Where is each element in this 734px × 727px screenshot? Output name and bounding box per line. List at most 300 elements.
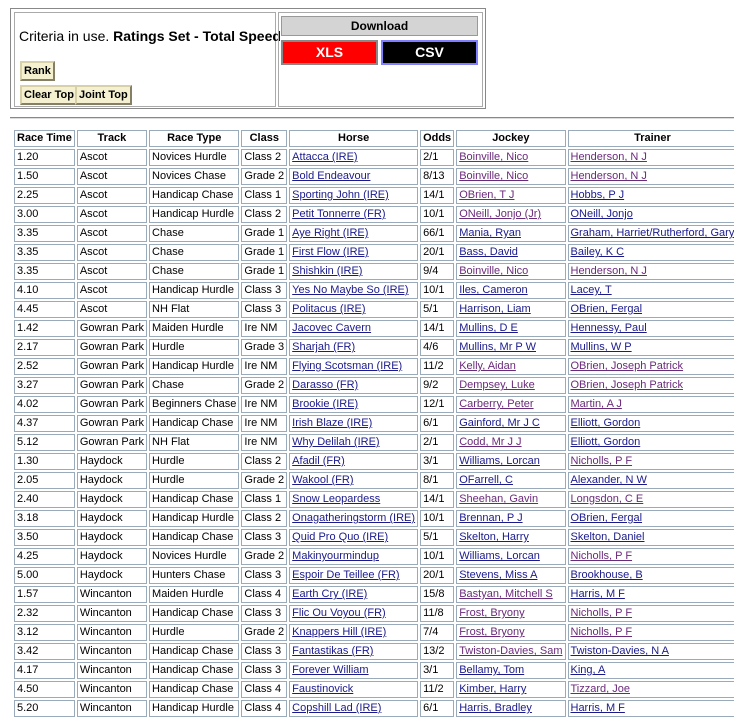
jockey-link[interactable]: Boinville, Nico bbox=[459, 151, 529, 163]
cell-race-type: Handicap Chase bbox=[149, 529, 239, 546]
cell-odds: 5/1 bbox=[420, 529, 454, 546]
column-header-class: Class bbox=[241, 130, 287, 147]
cell-race-time: 1.50 bbox=[14, 168, 75, 185]
trainer-link[interactable]: Mullins, W P bbox=[570, 341, 632, 353]
section-divider bbox=[10, 117, 734, 119]
cell-class: Grade 2 bbox=[241, 548, 287, 565]
trainer-link[interactable]: OBrien, Joseph Patrick bbox=[570, 360, 683, 372]
cell-jockey bbox=[456, 225, 565, 242]
table-row bbox=[14, 586, 734, 603]
cell-track: Gowran Park bbox=[77, 415, 147, 432]
cell-trainer bbox=[568, 396, 734, 413]
cell-race-type: NH Flat bbox=[149, 301, 239, 318]
cell-track: Ascot bbox=[77, 225, 147, 242]
cell-class: Grade 2 bbox=[241, 168, 287, 185]
jockey-link[interactable]: Mullins, D E bbox=[459, 322, 518, 334]
jockey-link[interactable]: Skelton, Harry bbox=[459, 531, 529, 543]
cell-class: Class 2 bbox=[241, 149, 287, 166]
cell-class: Class 3 bbox=[241, 301, 287, 318]
cell-track: Haydock bbox=[77, 529, 147, 546]
cell-trainer bbox=[568, 605, 734, 622]
jockey-link[interactable]: Codd, Mr J J bbox=[459, 436, 522, 448]
table-header-row bbox=[14, 130, 734, 147]
trainer-link[interactable]: Alexander, N W bbox=[570, 474, 647, 486]
cell-class: Class 1 bbox=[241, 491, 287, 508]
trainer-link[interactable]: OBrien, Fergal bbox=[570, 303, 643, 315]
cell-race-type: NH Flat bbox=[149, 434, 239, 451]
cell-odds: 20/1 bbox=[420, 567, 454, 584]
jockey-link[interactable]: Carberry, Peter bbox=[459, 398, 534, 410]
horse-link[interactable]: Copshill Lad (IRE) bbox=[292, 702, 382, 714]
cell-odds: 66/1 bbox=[420, 225, 454, 242]
cell-jockey bbox=[456, 472, 565, 489]
table-row bbox=[14, 244, 734, 261]
trainer-link[interactable]: OBrien, Fergal bbox=[570, 512, 643, 524]
jockey-link[interactable]: Kimber, Harry bbox=[459, 683, 527, 695]
column-header-race-time: Race Time bbox=[14, 130, 75, 147]
cell-trainer bbox=[568, 472, 734, 489]
cell-class: Class 2 bbox=[241, 453, 287, 470]
cell-jockey bbox=[456, 301, 565, 318]
cell-class: Ire NM bbox=[241, 396, 287, 413]
horse-link[interactable]: Aye Right (IRE) bbox=[292, 227, 369, 239]
cell-horse bbox=[289, 282, 418, 299]
cell-class: Ire NM bbox=[241, 358, 287, 375]
jockey-link[interactable]: Kelly, Aidan bbox=[459, 360, 516, 372]
cell-race-time: 5.20 bbox=[14, 700, 75, 717]
cell-horse bbox=[289, 605, 418, 622]
horse-link[interactable]: Flic Ou Voyou (FR) bbox=[292, 607, 386, 619]
table-row bbox=[14, 605, 734, 622]
cell-horse bbox=[289, 700, 418, 717]
cell-race-type: Hurdle bbox=[149, 472, 239, 489]
cell-jockey bbox=[456, 168, 565, 185]
cell-horse bbox=[289, 225, 418, 242]
cell-class: Class 4 bbox=[241, 586, 287, 603]
horse-link[interactable]: Politacus (IRE) bbox=[292, 303, 366, 315]
trainer-link[interactable]: Longsdon, C E bbox=[570, 493, 644, 505]
cell-trainer bbox=[568, 187, 734, 204]
cell-odds: 9/4 bbox=[420, 263, 454, 280]
cell-trainer bbox=[568, 681, 734, 698]
jockey-link[interactable]: Bass, David bbox=[459, 246, 518, 258]
results-table bbox=[12, 128, 734, 719]
cell-race-time: 2.52 bbox=[14, 358, 75, 375]
table-row bbox=[14, 225, 734, 242]
cell-odds: 9/2 bbox=[420, 377, 454, 394]
trainer-link[interactable]: Nicholls, P F bbox=[570, 550, 633, 562]
clear-top-button[interactable]: Clear Top bbox=[20, 85, 78, 105]
trainer-link[interactable]: Bailey, K C bbox=[570, 246, 625, 258]
horse-link[interactable]: Onagatheringstorm (IRE) bbox=[292, 512, 416, 524]
cell-horse bbox=[289, 415, 418, 432]
horse-link[interactable]: Flying Scotsman (IRE) bbox=[292, 360, 403, 372]
table-row bbox=[14, 396, 734, 413]
cell-odds: 3/1 bbox=[420, 662, 454, 679]
trainer-link[interactable]: Elliott, Gordon bbox=[570, 436, 641, 448]
cell-class: Class 3 bbox=[241, 643, 287, 660]
cell-horse bbox=[289, 358, 418, 375]
horse-link[interactable]: Earth Cry (IRE) bbox=[292, 588, 368, 600]
jockey-link[interactable]: Dempsey, Luke bbox=[459, 379, 535, 391]
table-row bbox=[14, 510, 734, 527]
horse-link[interactable]: Makinyourmindup bbox=[292, 550, 379, 562]
column-header-horse: Horse bbox=[289, 130, 418, 147]
trainer-link[interactable]: Harris, M F bbox=[570, 702, 625, 714]
cell-horse bbox=[289, 510, 418, 527]
cell-trainer bbox=[568, 700, 734, 717]
cell-race-type: Hurdle bbox=[149, 624, 239, 641]
horse-link[interactable]: Why Delilah (IRE) bbox=[292, 436, 380, 448]
table-row bbox=[14, 472, 734, 489]
table-row bbox=[14, 662, 734, 679]
table-row bbox=[14, 168, 734, 185]
cell-track: Ascot bbox=[77, 187, 147, 204]
horse-link[interactable]: Snow Leopardess bbox=[292, 493, 381, 505]
cell-jockey bbox=[456, 149, 565, 166]
cell-horse bbox=[289, 396, 418, 413]
horse-link[interactable]: Wakool (FR) bbox=[292, 474, 354, 486]
cell-trainer bbox=[568, 282, 734, 299]
cell-track: Haydock bbox=[77, 472, 147, 489]
cell-horse bbox=[289, 244, 418, 261]
table-row bbox=[14, 377, 734, 394]
criteria-text bbox=[19, 28, 281, 44]
cell-race-type: Handicap Chase bbox=[149, 415, 239, 432]
cell-jockey bbox=[456, 396, 565, 413]
trainer-link[interactable]: Lacey, T bbox=[570, 284, 612, 296]
cell-class: Class 3 bbox=[241, 662, 287, 679]
cell-horse bbox=[289, 320, 418, 337]
cell-jockey bbox=[456, 358, 565, 375]
horse-link[interactable]: Attacca (IRE) bbox=[292, 151, 358, 163]
cell-horse bbox=[289, 529, 418, 546]
cell-class: Class 2 bbox=[241, 510, 287, 527]
jockey-link[interactable]: Williams, Lorcan bbox=[459, 550, 540, 562]
jockey-link[interactable]: Frost, Bryony bbox=[459, 626, 525, 638]
jockey-link[interactable]: Sheehan, Gavin bbox=[459, 493, 539, 505]
cell-trainer bbox=[568, 358, 734, 375]
cell-class: Class 3 bbox=[241, 529, 287, 546]
cell-odds: 6/1 bbox=[420, 415, 454, 432]
horse-link[interactable]: Darasso (FR) bbox=[292, 379, 359, 391]
cell-class: Grade 2 bbox=[241, 472, 287, 489]
cell-race-type: Handicap Chase bbox=[149, 681, 239, 698]
jockey-link[interactable]: Harris, Bradley bbox=[459, 702, 532, 714]
cell-horse bbox=[289, 586, 418, 603]
xls-download-button[interactable]: XLS bbox=[281, 40, 378, 65]
cell-odds: 5/1 bbox=[420, 301, 454, 318]
jockey-link[interactable]: Frost, Bryony bbox=[459, 607, 525, 619]
horse-link[interactable]: Knappers Hill (IRE) bbox=[292, 626, 387, 638]
cell-track: Wincanton bbox=[77, 681, 147, 698]
trainer-link[interactable]: Tizzard, Joe bbox=[570, 683, 631, 695]
cell-trainer bbox=[568, 662, 734, 679]
jockey-link[interactable]: ONeill, Jonjo (Jr) bbox=[459, 208, 542, 220]
cell-horse bbox=[289, 548, 418, 565]
cell-track: Gowran Park bbox=[77, 358, 147, 375]
trainer-link[interactable]: Henderson, N J bbox=[570, 151, 647, 163]
cell-odds: 15/8 bbox=[420, 586, 454, 603]
cell-track: Ascot bbox=[77, 263, 147, 280]
trainer-link[interactable]: Graham, Harriet/Rutherford, Gary bbox=[570, 227, 734, 239]
jockey-link[interactable]: Harrison, Liam bbox=[459, 303, 531, 315]
cell-track: Wincanton bbox=[77, 700, 147, 717]
cell-odds: 11/8 bbox=[420, 605, 454, 622]
cell-horse bbox=[289, 339, 418, 356]
table-row bbox=[14, 700, 734, 717]
cell-race-type: Chase bbox=[149, 377, 239, 394]
cell-race-time: 4.10 bbox=[14, 282, 75, 299]
cell-odds: 8/13 bbox=[420, 168, 454, 185]
cell-track: Haydock bbox=[77, 453, 147, 470]
cell-jockey bbox=[456, 624, 565, 641]
cell-race-type: Handicap Chase bbox=[149, 662, 239, 679]
trainer-link[interactable]: Henderson, N J bbox=[570, 265, 647, 277]
cell-race-type: Handicap Hurdle bbox=[149, 700, 239, 717]
table-body bbox=[14, 149, 734, 717]
cell-track: Gowran Park bbox=[77, 377, 147, 394]
cell-track: Wincanton bbox=[77, 586, 147, 603]
cell-jockey bbox=[456, 510, 565, 527]
trainer-link[interactable]: Nicholls, P F bbox=[570, 607, 633, 619]
cell-horse bbox=[289, 301, 418, 318]
cell-track: Haydock bbox=[77, 567, 147, 584]
horse-link[interactable]: Forever William bbox=[292, 664, 369, 676]
joint-top-button[interactable]: Joint Top bbox=[75, 85, 132, 105]
horse-link[interactable]: Petit Tonnerre (FR) bbox=[292, 208, 386, 220]
cell-race-type: Maiden Hurdle bbox=[149, 586, 239, 603]
cell-odds: 10/1 bbox=[420, 510, 454, 527]
cell-trainer bbox=[568, 434, 734, 451]
criteria-label: Criteria in use. bbox=[19, 28, 110, 44]
jockey-link[interactable]: Iles, Cameron bbox=[459, 284, 528, 296]
cell-jockey bbox=[456, 681, 565, 698]
cell-race-time: 2.25 bbox=[14, 187, 75, 204]
column-header-track: Track bbox=[77, 130, 147, 147]
horse-link[interactable]: Shishkin (IRE) bbox=[292, 265, 363, 277]
cell-trainer bbox=[568, 263, 734, 280]
column-header-trainer: Trainer bbox=[568, 130, 734, 147]
cell-race-time: 4.25 bbox=[14, 548, 75, 565]
cell-trainer bbox=[568, 624, 734, 641]
cell-race-time: 1.30 bbox=[14, 453, 75, 470]
trainer-link[interactable]: Skelton, Daniel bbox=[570, 531, 645, 543]
cell-horse bbox=[289, 662, 418, 679]
cell-horse bbox=[289, 187, 418, 204]
horse-link[interactable]: Faustinovick bbox=[292, 683, 354, 695]
table-row bbox=[14, 282, 734, 299]
cell-jockey bbox=[456, 244, 565, 261]
cell-horse bbox=[289, 491, 418, 508]
cell-trainer bbox=[568, 567, 734, 584]
cell-track: Haydock bbox=[77, 548, 147, 565]
jockey-link[interactable]: Williams, Lorcan bbox=[459, 455, 540, 467]
table-row bbox=[14, 415, 734, 432]
table-row bbox=[14, 206, 734, 223]
cell-jockey bbox=[456, 453, 565, 470]
cell-odds: 7/4 bbox=[420, 624, 454, 641]
cell-race-type: Maiden Hurdle bbox=[149, 320, 239, 337]
cell-track: Ascot bbox=[77, 149, 147, 166]
column-header-race-type: Race Type bbox=[149, 130, 239, 147]
trainer-link[interactable]: King, A bbox=[570, 664, 606, 676]
cell-race-type: Novices Chase bbox=[149, 168, 239, 185]
cell-track: Wincanton bbox=[77, 624, 147, 641]
cell-race-time: 3.12 bbox=[14, 624, 75, 641]
cell-track: Wincanton bbox=[77, 662, 147, 679]
column-header-jockey: Jockey bbox=[456, 130, 565, 147]
cell-race-type: Hurdle bbox=[149, 339, 239, 356]
cell-odds: 10/1 bbox=[420, 206, 454, 223]
cell-track: Wincanton bbox=[77, 605, 147, 622]
cell-race-type: Chase bbox=[149, 244, 239, 261]
cell-trainer bbox=[568, 529, 734, 546]
jockey-link[interactable]: Brennan, P J bbox=[459, 512, 523, 524]
cell-race-time: 3.27 bbox=[14, 377, 75, 394]
cell-race-time: 3.42 bbox=[14, 643, 75, 660]
cell-odds: 11/2 bbox=[420, 681, 454, 698]
rank-button[interactable]: Rank bbox=[20, 61, 55, 81]
cell-trainer bbox=[568, 320, 734, 337]
cell-race-type: Beginners Chase bbox=[149, 396, 239, 413]
trainer-link[interactable]: OBrien, Joseph Patrick bbox=[570, 379, 683, 391]
cell-trainer bbox=[568, 225, 734, 242]
cell-race-time: 4.02 bbox=[14, 396, 75, 413]
jockey-link[interactable]: Stevens, Miss A bbox=[459, 569, 538, 581]
cell-class: Class 2 bbox=[241, 206, 287, 223]
trainer-link[interactable]: Nicholls, P F bbox=[570, 455, 633, 467]
cell-race-type: Handicap Hurdle bbox=[149, 282, 239, 299]
cell-trainer bbox=[568, 453, 734, 470]
trainer-link[interactable]: Harris, M F bbox=[570, 588, 625, 600]
cell-horse bbox=[289, 263, 418, 280]
jockey-link[interactable]: Boinville, Nico bbox=[459, 265, 529, 277]
jockey-link[interactable]: Bastyan, Mitchell S bbox=[459, 588, 553, 600]
table-row bbox=[14, 187, 734, 204]
cell-trainer bbox=[568, 149, 734, 166]
trainer-link[interactable]: Henderson, N J bbox=[570, 170, 647, 182]
horse-link[interactable]: Quid Pro Quo (IRE) bbox=[292, 531, 389, 543]
table-row bbox=[14, 567, 734, 584]
cell-odds: 3/1 bbox=[420, 453, 454, 470]
horse-link[interactable]: Sharjah (FR) bbox=[292, 341, 356, 353]
trainer-link[interactable]: ONeill, Jonjo bbox=[570, 208, 633, 220]
cell-race-time: 2.05 bbox=[14, 472, 75, 489]
cell-odds: 2/1 bbox=[420, 149, 454, 166]
cell-class: Ire NM bbox=[241, 434, 287, 451]
cell-track: Ascot bbox=[77, 168, 147, 185]
cell-class: Class 3 bbox=[241, 567, 287, 584]
cell-class: Grade 1 bbox=[241, 225, 287, 242]
cell-horse bbox=[289, 149, 418, 166]
cell-class: Class 4 bbox=[241, 681, 287, 698]
download-panel bbox=[278, 12, 483, 107]
cell-jockey bbox=[456, 377, 565, 394]
trainer-link[interactable]: Brookhouse, B bbox=[570, 569, 643, 581]
jockey-link[interactable]: OBrien, T J bbox=[459, 189, 515, 201]
cell-jockey bbox=[456, 662, 565, 679]
cell-race-time: 3.18 bbox=[14, 510, 75, 527]
trainer-link[interactable]: Hobbs, P J bbox=[570, 189, 625, 201]
table-row bbox=[14, 358, 734, 375]
cell-class: Ire NM bbox=[241, 415, 287, 432]
cell-jockey bbox=[456, 700, 565, 717]
cell-trainer bbox=[568, 415, 734, 432]
cell-race-type: Hunters Chase bbox=[149, 567, 239, 584]
table-row bbox=[14, 263, 734, 280]
cell-track: Gowran Park bbox=[77, 396, 147, 413]
table-row bbox=[14, 301, 734, 318]
cell-race-time: 4.37 bbox=[14, 415, 75, 432]
jockey-link[interactable]: OFarrell, C bbox=[459, 474, 513, 486]
cell-odds: 20/1 bbox=[420, 244, 454, 261]
cell-race-time: 3.00 bbox=[14, 206, 75, 223]
cell-race-type: Handicap Chase bbox=[149, 643, 239, 660]
cell-track: Gowran Park bbox=[77, 339, 147, 356]
horse-link[interactable]: Irish Blaze (IRE) bbox=[292, 417, 373, 429]
criteria-value: Ratings Set - Total Speed bbox=[113, 28, 281, 44]
horse-link[interactable]: Sporting John (IRE) bbox=[292, 189, 389, 201]
cell-class: Class 4 bbox=[241, 700, 287, 717]
horse-link[interactable]: Jacovec Cavern bbox=[292, 322, 372, 334]
cell-race-type: Novices Hurdle bbox=[149, 548, 239, 565]
jockey-link[interactable]: Boinville, Nico bbox=[459, 170, 529, 182]
cell-race-time: 3.35 bbox=[14, 263, 75, 280]
jockey-link[interactable]: Mullins, Mr P W bbox=[459, 341, 536, 353]
trainer-link[interactable]: Twiston-Davies, N A bbox=[570, 645, 669, 657]
table-row bbox=[14, 453, 734, 470]
cell-jockey bbox=[456, 529, 565, 546]
cell-jockey bbox=[456, 415, 565, 432]
trainer-link[interactable]: Martin, A J bbox=[570, 398, 622, 410]
jockey-link[interactable]: Twiston-Davies, Sam bbox=[459, 645, 563, 657]
cell-horse bbox=[289, 624, 418, 641]
horse-link[interactable]: First Flow (IRE) bbox=[292, 246, 369, 258]
trainer-link[interactable]: Nicholls, P F bbox=[570, 626, 633, 638]
cell-jockey bbox=[456, 263, 565, 280]
jockey-link[interactable]: Mania, Ryan bbox=[459, 227, 521, 239]
trainer-link[interactable]: Elliott, Gordon bbox=[570, 417, 641, 429]
cell-race-time: 2.17 bbox=[14, 339, 75, 356]
horse-link[interactable]: Bold Endeavour bbox=[292, 170, 371, 182]
cell-class: Grade 3 bbox=[241, 339, 287, 356]
horse-link[interactable]: Fantastikas (FR) bbox=[292, 645, 374, 657]
cell-track: Haydock bbox=[77, 491, 147, 508]
trainer-link[interactable]: Hennessy, Paul bbox=[570, 322, 647, 334]
horse-link[interactable]: Espoir De Teillee (FR) bbox=[292, 569, 400, 581]
horse-link[interactable]: Brookie (IRE) bbox=[292, 398, 359, 410]
cell-odds: 10/1 bbox=[420, 548, 454, 565]
cell-trainer bbox=[568, 548, 734, 565]
cell-horse bbox=[289, 377, 418, 394]
cell-class: Class 1 bbox=[241, 187, 287, 204]
cell-jockey bbox=[456, 187, 565, 204]
jockey-link[interactable]: Gainford, Mr J C bbox=[459, 417, 540, 429]
cell-track: Ascot bbox=[77, 282, 147, 299]
cell-horse bbox=[289, 643, 418, 660]
csv-download-button[interactable]: CSV bbox=[381, 40, 478, 65]
jockey-link[interactable]: Bellamy, Tom bbox=[459, 664, 525, 676]
table-row bbox=[14, 548, 734, 565]
criteria-panel bbox=[14, 12, 281, 107]
cell-horse bbox=[289, 681, 418, 698]
cell-race-time: 3.50 bbox=[14, 529, 75, 546]
horse-link[interactable]: Afadil (FR) bbox=[292, 455, 345, 467]
cell-odds: 6/1 bbox=[420, 700, 454, 717]
horse-link[interactable]: Yes No Maybe So (IRE) bbox=[292, 284, 409, 296]
cell-race-time: 1.20 bbox=[14, 149, 75, 166]
